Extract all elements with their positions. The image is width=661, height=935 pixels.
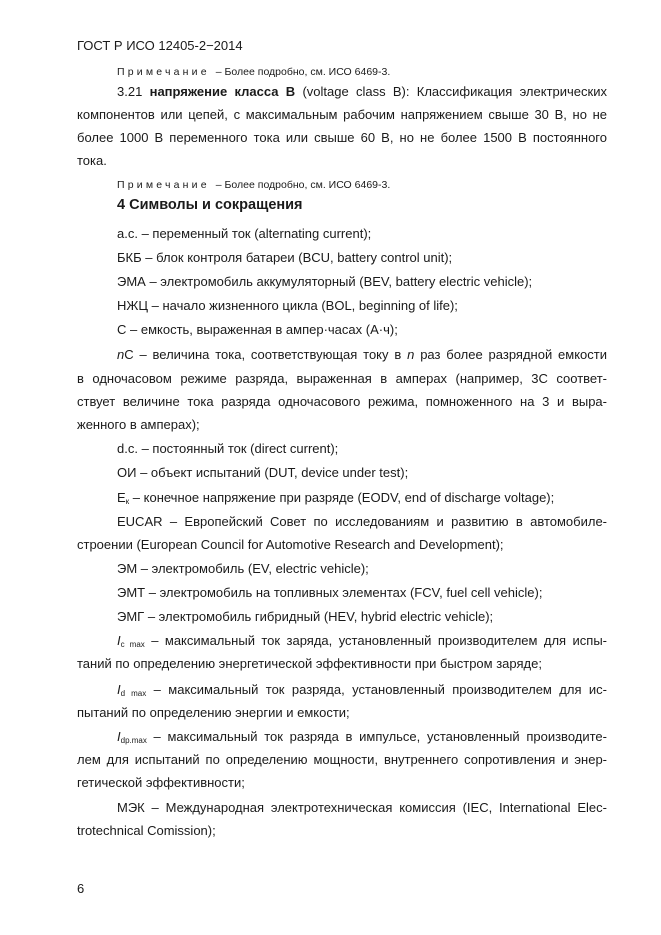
abbr-icmax-line-2: таний по определению энергетической эффективности при быстром заряде;	[77, 656, 542, 671]
abbr-emg: ЭМГ – электромобиль гибридный (HEV, hybrid electric vehicle);	[117, 609, 494, 624]
symbol-subscript: d max	[120, 689, 147, 698]
abbr-icmax-line-1	[117, 633, 607, 649]
page-number: 6	[77, 881, 85, 896]
abbr-idmax-line-1	[117, 682, 607, 698]
note-label: Примечание	[117, 66, 210, 78]
term: напряжение класса В	[149, 84, 296, 99]
note-2	[117, 177, 607, 193]
abbr-eucar-line-1: EUCAR – Европейский Совет по исследованиям и развитию в автомобиле-	[117, 514, 607, 529]
abbr-idpmax-line-3: гетической эффективности;	[77, 775, 245, 790]
ek-definition: – конечное напряжение при разряде (EODV, end of discharge voltage);	[132, 490, 555, 505]
abbr-nc-line-2: в одночасовом режиме разряда, выраженная в амперах (например, 3С соответ-	[77, 371, 607, 386]
abbr-ek	[117, 490, 607, 506]
icmax-text: – максимальный ток заряда, установленный производителем для испы-	[151, 633, 607, 648]
symbol-i: I	[117, 729, 121, 744]
abbr-oi: ОИ – объект испытаний (DUT, device under test);	[117, 465, 409, 480]
abbr-nc-line-4: женного в амперах);	[77, 417, 200, 432]
item-3-21-line-4: тока.	[77, 153, 107, 168]
page-header-standard-title: ГОСТ Р ИСО 12405-2−2014	[77, 38, 243, 53]
abbr-nzhc: НЖЦ – начало жизненного цикла (BOL, beginning of life);	[117, 298, 458, 313]
note-1	[117, 64, 607, 80]
nc-text-a: C – величина тока, соответствующая току в	[124, 347, 402, 362]
idpmax-text: – максимальный ток разряда в импульсе, установленный производите-	[153, 729, 607, 744]
abbr-nc-line-1	[117, 347, 607, 363]
abbr-mek-line-2: trotechnical Comission);	[77, 823, 216, 838]
abbr-ema: ЭМА – электромобиль аккумуляторный (BEV, battery electric vehicle);	[117, 274, 533, 289]
symbol-subscript: c max	[120, 640, 145, 649]
abbr-em: ЭМ – электромобиль (EV, electric vehicle);	[117, 561, 369, 576]
abbr-eucar-line-2: строении (European Council for Automotive Research and Development);	[77, 537, 504, 552]
abbr-bkb: БКБ – блок контроля батареи (BCU, battery control unit);	[117, 250, 453, 265]
abbr-emt: ЭМТ – электромобиль на топливных элементах (FCV, fuel cell vehicle);	[117, 585, 543, 600]
abbr-idpmax-line-1	[117, 729, 607, 745]
item-3-21-line-3: более 1000 В переменного тока или свыше 60 В, но не более 1500 В постоянного	[77, 130, 607, 145]
abbr-dc: d.c. – постоянный ток (direct current);	[117, 441, 339, 456]
item-3-21-line-2: компонентов или цепей, с максимальным рабочим напряжением свыше 30 В, но не	[77, 107, 607, 122]
item-3-21-line-1	[117, 84, 607, 100]
note-text: – Более подробно, см. ИСО 6469-3.	[215, 66, 391, 78]
symbol-n: n	[117, 347, 125, 362]
abbr-c: С – емкость, выраженная в ампер·часах (А·ч);	[117, 322, 398, 337]
symbol-subscript: к	[125, 497, 130, 506]
symbol-subscript: dp.max	[120, 736, 147, 745]
note-text: – Более подробно, см. ИСО 6469-3.	[215, 179, 391, 191]
symbol-n: n	[407, 347, 415, 362]
abbr-idmax-line-2: пытаний по определению энергии и емкости;	[77, 705, 350, 720]
nc-text-b: раз более разрядной емкости	[420, 347, 607, 362]
symbol-e: Е	[117, 490, 126, 505]
abbr-ac: a.c. – переменный ток (alternating current);	[117, 226, 372, 241]
abbr-mek-line-1: МЭК – Международная электротехническая комиссия (IEC, International Elec-	[117, 800, 607, 815]
note-label: Примечание	[117, 179, 210, 191]
item-number: 3.21	[117, 84, 143, 99]
symbol-i: I	[117, 682, 121, 697]
section-heading: 4 Символы и сокращения	[117, 197, 303, 213]
idmax-text: – максимальный ток разряда, установленный производителем для ис-	[153, 682, 607, 697]
abbr-nc-line-3: ствует величине тока разряда одночасового режима, помноженного на 3 и выра-	[77, 394, 607, 409]
term-definition-start: (voltage class B): Классификация электрических	[302, 84, 607, 99]
symbol-i: I	[117, 633, 121, 648]
abbr-idpmax-line-2: лем для испытаний по определению мощности, внутреннего сопротивления и энер-	[77, 752, 607, 767]
